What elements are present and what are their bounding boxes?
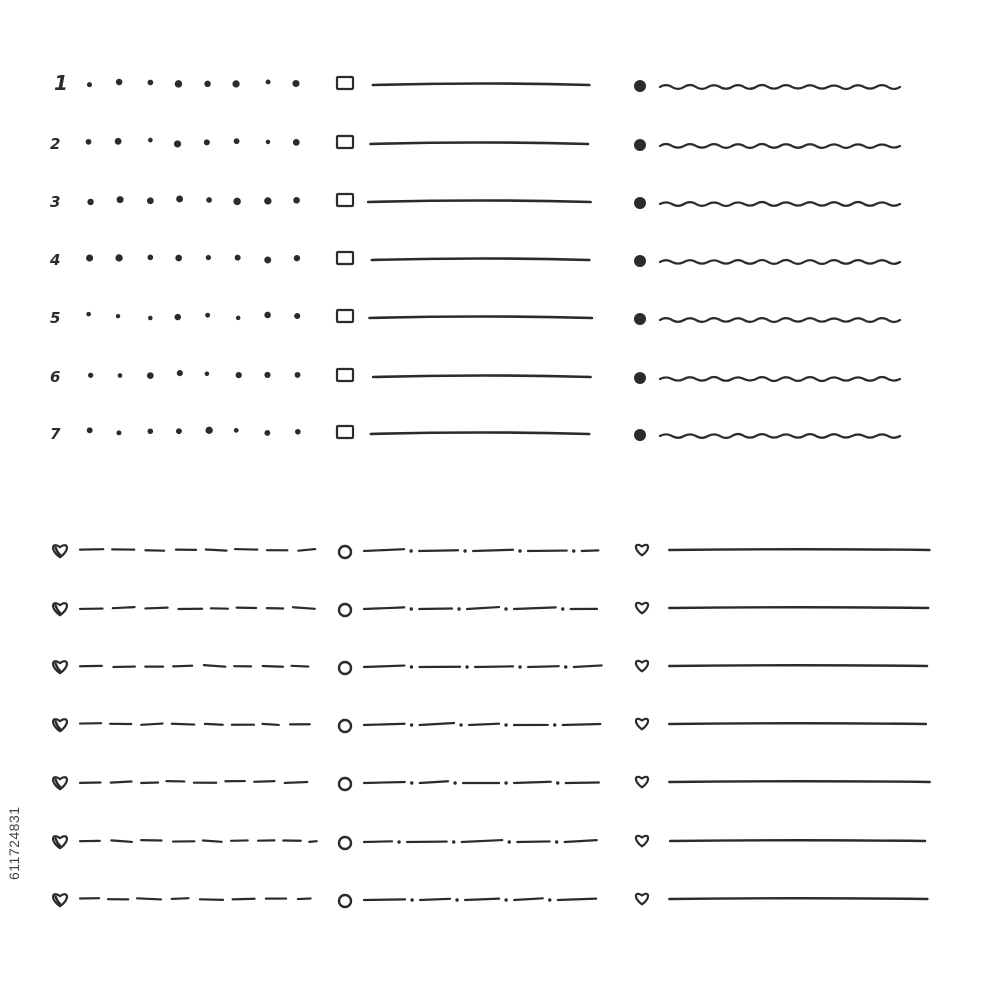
dot-mark	[116, 430, 121, 435]
dot-mark	[410, 607, 413, 610]
dash-mark	[173, 666, 192, 667]
dash-mark	[309, 841, 316, 842]
dash-mark	[235, 549, 257, 550]
dash-mark	[514, 898, 543, 900]
dash-mark	[465, 899, 499, 900]
dot-wavy-row	[634, 80, 900, 92]
checkbox-line-row	[337, 426, 589, 438]
heart-dashed-row	[53, 545, 315, 557]
dash-mark	[517, 841, 549, 842]
dot-mark	[293, 197, 300, 204]
dash-mark	[293, 607, 315, 609]
circle-outline-icon	[339, 778, 351, 790]
dot-mark	[147, 197, 154, 204]
dot-mark	[147, 428, 153, 434]
dot-mark	[518, 665, 521, 668]
dash-mark	[462, 840, 503, 842]
dot-mark	[206, 197, 212, 203]
dot-mark	[266, 79, 271, 84]
dash-mark	[298, 898, 311, 899]
dot-wavy-row	[634, 197, 900, 209]
dot-mark	[553, 723, 556, 726]
checkbox-line-row	[337, 252, 589, 264]
dot-wavy-row	[634, 139, 900, 151]
dash-mark	[145, 608, 167, 609]
dot-mark	[457, 607, 460, 610]
dash-mark	[364, 841, 392, 842]
heart-filled-icon	[53, 777, 67, 789]
dot-mark	[572, 549, 575, 552]
dash-mark	[419, 550, 458, 551]
dot-mark	[174, 140, 181, 147]
dash-mark	[469, 724, 499, 725]
filled-dot-icon	[634, 313, 646, 325]
dot-mark	[87, 82, 92, 87]
circle-dashdot-row	[339, 720, 600, 732]
dash-mark	[514, 782, 551, 783]
dash-mark	[364, 666, 404, 667]
solid-line	[670, 840, 925, 841]
heart-outline-icon	[636, 894, 648, 904]
dot-mark	[410, 781, 413, 784]
dot-mark	[87, 199, 93, 205]
dot-mark	[463, 549, 466, 552]
checkbox-icon	[337, 369, 353, 381]
dot-mark	[147, 372, 154, 379]
solid-line	[669, 723, 926, 724]
heart-solid-row	[636, 603, 928, 613]
heart-outline	[636, 777, 648, 787]
heart-dashed-row	[53, 836, 317, 848]
dot-mark	[409, 549, 412, 552]
filled-dot-icon	[634, 197, 646, 209]
row-number: 1	[54, 71, 68, 95]
dot-mark	[504, 898, 507, 901]
wavy-line	[660, 434, 900, 438]
dot-mark	[459, 723, 462, 726]
dot-mark	[234, 428, 239, 433]
dash-mark	[565, 840, 597, 842]
dot-mark	[410, 723, 413, 726]
wavy-line	[660, 202, 900, 206]
heart-outline-icon	[636, 661, 648, 671]
heart-dashed-row	[53, 661, 308, 673]
dash-mark	[233, 899, 255, 900]
dot-mark	[266, 140, 271, 145]
dot-mark	[147, 80, 153, 86]
dash-mark	[254, 781, 274, 782]
dot-mark	[116, 314, 120, 318]
dash-mark	[558, 899, 596, 900]
solid-line	[669, 898, 927, 899]
dash-mark	[298, 549, 315, 551]
dot-mark	[295, 372, 301, 378]
solid-line	[371, 433, 589, 435]
dot-mark	[555, 840, 558, 843]
dot-mark	[86, 139, 92, 145]
numbered-dotted-row	[50, 193, 300, 211]
dash-mark	[285, 782, 308, 783]
dot-mark	[148, 138, 153, 143]
solid-line	[373, 84, 590, 86]
heart-outline	[636, 545, 648, 555]
dot-mark	[236, 372, 242, 378]
dot-mark	[452, 840, 455, 843]
heart-outline	[636, 661, 648, 671]
dot-mark	[116, 79, 123, 86]
filled-dot-icon	[634, 429, 646, 441]
dot-mark	[206, 255, 211, 260]
row-number: 3	[50, 193, 61, 211]
checkbox-icon	[337, 310, 353, 322]
dash-mark	[563, 724, 601, 725]
heart-solid-row	[636, 719, 926, 729]
heart-filled-icon	[53, 894, 67, 906]
checkbox-line-row	[337, 194, 591, 206]
heart-outline-icon	[636, 545, 648, 555]
dot-mark	[504, 607, 507, 610]
dash-mark	[364, 607, 404, 609]
dash-mark	[420, 899, 450, 900]
circle-dashdot-row	[339, 662, 602, 674]
solid-line	[669, 549, 929, 550]
row-number: 7	[50, 425, 61, 443]
heart-dashed-row	[53, 894, 310, 906]
dot-mark	[205, 371, 210, 376]
checkbox-icon	[337, 252, 353, 264]
dash-mark	[364, 724, 405, 725]
circle-outline-icon	[339, 604, 351, 616]
numbered-dotted-row	[50, 368, 300, 386]
heart-solid-row	[636, 894, 927, 904]
dash-mark	[473, 550, 513, 551]
dot-wavy-row	[634, 255, 900, 267]
dot-mark	[548, 898, 551, 901]
dot-mark	[564, 665, 567, 668]
heart-solid-row	[636, 661, 927, 671]
solid-line	[669, 781, 929, 782]
wavy-line	[660, 85, 900, 89]
dash-mark	[263, 666, 283, 667]
dash-mark	[111, 840, 132, 842]
heart-dashed-row	[53, 719, 310, 731]
heart-filled-icon	[53, 836, 67, 848]
dash-mark	[475, 666, 513, 667]
circle-dashdot-row	[339, 895, 596, 907]
heart-filled-icon	[53, 661, 67, 673]
dash-mark	[262, 724, 278, 725]
checkbox-icon	[337, 194, 353, 206]
checkbox-line-row	[337, 136, 588, 148]
dot-mark	[556, 781, 559, 784]
heart-outline	[636, 894, 648, 904]
dot-mark	[504, 781, 507, 784]
dot-mark	[264, 197, 271, 204]
dot-mark	[504, 723, 507, 726]
dash-mark	[141, 724, 162, 725]
dot-mark	[508, 840, 511, 843]
solid-line	[372, 259, 590, 261]
dot-mark	[264, 256, 271, 263]
heart-outline-icon	[636, 777, 648, 787]
heart-outline	[636, 603, 648, 613]
circle-dashdot-row	[339, 546, 598, 558]
row-number: 6	[50, 368, 61, 386]
circle-outline-icon	[339, 546, 351, 558]
heart-outline-icon	[636, 719, 648, 729]
dot-mark	[176, 196, 183, 203]
dot-mark	[455, 898, 458, 901]
dot-mark	[176, 428, 182, 434]
dot-mark	[232, 80, 239, 87]
dash-mark	[137, 898, 161, 899]
stock-id-text: 611724831	[6, 806, 22, 880]
heart-filled-icon	[53, 545, 67, 557]
heart-filled-icon	[53, 603, 67, 615]
circle-dashdot-row	[339, 837, 597, 849]
dash-mark	[113, 607, 135, 608]
circle-outline-icon	[339, 837, 351, 849]
dot-wavy-row	[634, 429, 900, 441]
dot-mark	[235, 255, 241, 261]
numbered-dotted-row	[54, 71, 300, 95]
checkbox-icon	[337, 77, 353, 89]
dot-mark	[453, 781, 456, 784]
heart-solid-row	[636, 545, 929, 555]
dot-wavy-row	[634, 313, 900, 325]
dash-mark	[172, 724, 194, 725]
dot-mark	[292, 80, 299, 87]
dash-mark	[574, 665, 602, 667]
dot-mark	[118, 373, 123, 378]
checkbox-line-row	[337, 369, 591, 381]
dash-mark	[200, 899, 223, 900]
dot-mark	[115, 138, 122, 145]
dot-mark	[295, 429, 301, 435]
heart-outline-icon	[636, 603, 648, 613]
dot-mark	[234, 138, 240, 144]
dot-mark	[397, 840, 400, 843]
dash-mark	[364, 549, 404, 551]
circle-outline-icon	[339, 720, 351, 732]
numbered-dotted-row	[50, 309, 300, 327]
solid-line	[369, 317, 592, 319]
solid-line	[669, 607, 928, 608]
dot-mark	[86, 312, 91, 317]
dot-mark	[86, 254, 93, 261]
dot-mark	[518, 549, 521, 552]
dash-mark	[291, 666, 308, 667]
dash-mark	[467, 607, 499, 609]
row-number: 2	[50, 135, 61, 153]
filled-dot-icon	[634, 255, 646, 267]
checkbox-icon	[337, 136, 353, 148]
dash-mark	[205, 724, 223, 725]
dot-mark	[236, 316, 241, 321]
heart-solid-row	[636, 777, 930, 787]
dot-mark	[293, 139, 300, 146]
heart-dashed-row	[53, 603, 315, 615]
circle-dashdot-row	[339, 604, 597, 616]
dash-mark	[420, 781, 448, 783]
dot-mark	[115, 254, 122, 261]
dash-mark	[364, 899, 405, 900]
dot-mark	[205, 313, 210, 318]
dot-mark	[148, 316, 153, 321]
dash-mark	[364, 782, 405, 783]
circle-outline-icon	[339, 662, 351, 674]
filled-dot-icon	[634, 372, 646, 384]
dash-mark	[514, 607, 556, 609]
dash-mark	[582, 550, 599, 551]
heart-outline	[636, 836, 648, 846]
dot-mark	[88, 373, 93, 378]
dot-mark	[264, 430, 270, 436]
checkbox-line-row	[337, 310, 592, 322]
dash-mark	[204, 665, 225, 667]
dash-mark	[528, 666, 559, 667]
dash-mark	[420, 723, 454, 725]
wavy-line	[660, 144, 900, 148]
numbered-dotted-row	[50, 135, 300, 153]
wavy-line	[660, 318, 900, 322]
dot-mark	[204, 81, 210, 87]
circle-dashdot-row	[339, 778, 599, 790]
dot-mark	[204, 139, 210, 145]
dot-mark	[175, 314, 181, 320]
heart-dashed-row	[53, 777, 307, 789]
checkbox-icon	[337, 426, 353, 438]
heart-outline-icon	[636, 836, 648, 846]
dot-mark	[147, 255, 153, 261]
solid-line	[368, 201, 591, 203]
dash-mark	[172, 898, 189, 899]
numbered-dotted-row	[49, 251, 300, 269]
dot-mark	[87, 427, 93, 433]
dot-mark	[117, 196, 124, 203]
dot-wavy-row	[634, 372, 900, 384]
dot-mark	[465, 665, 468, 668]
dot-mark	[175, 80, 182, 87]
wavy-line	[660, 377, 900, 381]
circle-outline-icon	[339, 895, 351, 907]
filled-dot-icon	[634, 80, 646, 92]
dash-mark	[111, 781, 132, 782]
dot-mark	[233, 198, 240, 205]
dot-mark	[294, 313, 300, 319]
dot-mark	[177, 370, 183, 376]
solid-line	[370, 143, 588, 145]
solid-line	[669, 665, 927, 666]
dot-mark	[294, 255, 300, 261]
numbered-dotted-row	[50, 425, 301, 443]
filled-dot-icon	[634, 139, 646, 151]
dot-mark	[410, 898, 413, 901]
dot-mark	[264, 372, 270, 378]
heart-solid-row	[636, 836, 925, 846]
heart-filled-icon	[53, 719, 67, 731]
dot-mark	[264, 312, 271, 319]
dot-mark	[206, 427, 213, 434]
row-number: 5	[50, 309, 61, 327]
dot-mark	[561, 607, 564, 610]
heart-outline	[636, 719, 648, 729]
dot-mark	[175, 255, 182, 262]
wavy-line	[660, 260, 900, 264]
solid-line	[373, 376, 591, 378]
dot-mark	[410, 665, 413, 668]
checkbox-line-row	[337, 77, 589, 89]
dash-mark	[206, 550, 227, 551]
row-number: 4	[50, 251, 61, 269]
dash-mark	[203, 840, 222, 841]
